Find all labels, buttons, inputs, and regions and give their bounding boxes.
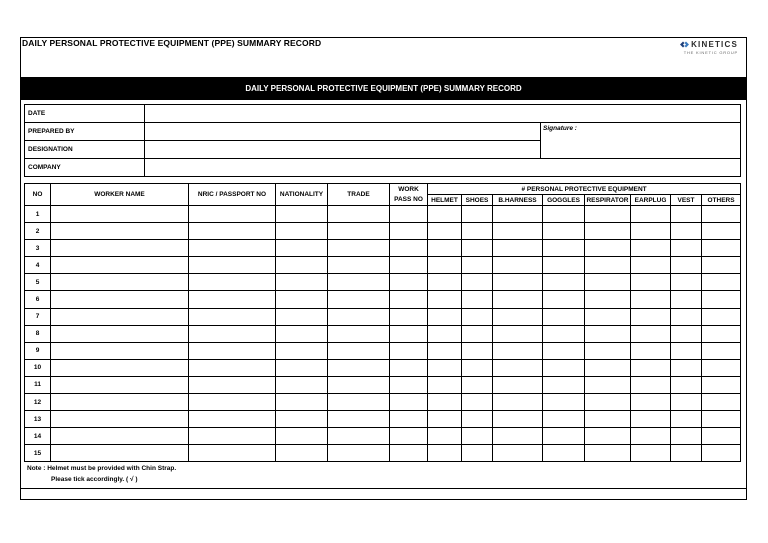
col-header-ppe-helmet: HELMET <box>428 195 462 206</box>
worker-name-cell[interactable] <box>51 394 189 411</box>
ppe-check-cell-shoes[interactable] <box>462 428 493 445</box>
ppe-check-cell-shoes[interactable] <box>462 291 493 308</box>
ppe-check-cell-goggles[interactable] <box>543 445 585 462</box>
work-pass-cell[interactable] <box>390 274 428 291</box>
row-number: 3 <box>25 240 51 257</box>
trade-cell[interactable] <box>328 411 390 428</box>
prepared-by-field[interactable] <box>145 123 541 141</box>
table-row <box>25 325 741 342</box>
nationality-cell[interactable] <box>276 445 328 462</box>
ppe-check-cell-earplug[interactable] <box>631 394 671 411</box>
ppe-check-cell-vest[interactable] <box>671 428 702 445</box>
nric-cell[interactable] <box>189 445 276 462</box>
worker-name-cell[interactable] <box>51 257 189 274</box>
table-row <box>25 428 741 445</box>
trade-cell[interactable] <box>328 257 390 274</box>
worker-name-cell[interactable] <box>51 240 189 257</box>
ppe-check-cell-vest[interactable] <box>671 325 702 342</box>
row-number: 10 <box>25 359 51 376</box>
ppe-check-cell-earplug[interactable] <box>631 342 671 359</box>
ppe-check-cell-bharness[interactable] <box>493 359 543 376</box>
ppe-check-cell-earplug[interactable] <box>631 445 671 462</box>
worker-name-cell[interactable] <box>51 291 189 308</box>
note <box>27 463 176 485</box>
ppe-check-cell-others[interactable] <box>702 445 741 462</box>
ppe-check-cell-bharness[interactable] <box>493 325 543 342</box>
col-header-ppe-others: OTHERS <box>702 195 741 206</box>
trade-cell[interactable] <box>328 428 390 445</box>
ppe-check-cell-shoes[interactable] <box>462 342 493 359</box>
ppe-check-cell-helmet[interactable] <box>428 359 462 376</box>
ppe-check-cell-others[interactable] <box>702 206 741 223</box>
ppe-check-cell-bharness[interactable] <box>493 376 543 393</box>
ppe-check-cell-shoes[interactable] <box>462 240 493 257</box>
col-header-ppe-earplug: EARPLUG <box>631 195 671 206</box>
table-row <box>25 308 741 325</box>
trade-cell[interactable] <box>328 206 390 223</box>
ppe-check-cell-shoes[interactable] <box>462 308 493 325</box>
worker-name-cell[interactable] <box>51 359 189 376</box>
designation-label: DESIGNATION <box>25 141 145 159</box>
prepared-by-label: PREPARED BY <box>25 123 145 141</box>
logo-text: KINETICS <box>691 40 738 49</box>
ppe-check-cell-helmet[interactable] <box>428 325 462 342</box>
nationality-cell[interactable] <box>276 291 328 308</box>
footer-divider <box>20 488 747 489</box>
ppe-check-cell-vest[interactable] <box>671 257 702 274</box>
col-header-ppe-bharness: B.HARNESS <box>493 195 543 206</box>
ppe-check-cell-bharness[interactable] <box>493 291 543 308</box>
ppe-check-cell-respirator[interactable] <box>585 445 631 462</box>
ppe-check-cell-helmet[interactable] <box>428 342 462 359</box>
ppe-check-cell-bharness[interactable] <box>493 342 543 359</box>
table-row <box>25 394 741 411</box>
nationality-cell[interactable] <box>276 223 328 240</box>
nric-cell[interactable] <box>189 274 276 291</box>
company-label: COMPANY <box>25 159 145 177</box>
ppe-check-cell-others[interactable] <box>702 274 741 291</box>
table-row <box>25 342 741 359</box>
worker-name-cell[interactable] <box>51 428 189 445</box>
ppe-check-cell-vest[interactable] <box>671 291 702 308</box>
ppe-check-cell-respirator[interactable] <box>585 325 631 342</box>
ppe-check-cell-helmet[interactable] <box>428 394 462 411</box>
nationality-cell[interactable] <box>276 342 328 359</box>
ppe-check-cell-goggles[interactable] <box>543 325 585 342</box>
note-line-2: Please tick accordingly. ( √ ) <box>51 476 138 483</box>
ppe-check-cell-shoes[interactable] <box>462 257 493 274</box>
ppe-check-cell-earplug[interactable] <box>631 308 671 325</box>
ppe-check-cell-vest[interactable] <box>671 394 702 411</box>
trade-cell[interactable] <box>328 223 390 240</box>
nric-cell[interactable] <box>189 376 276 393</box>
ppe-check-cell-earplug[interactable] <box>631 206 671 223</box>
nationality-cell[interactable] <box>276 376 328 393</box>
work-pass-cell[interactable] <box>390 342 428 359</box>
table-row <box>25 206 741 223</box>
ppe-check-cell-goggles[interactable] <box>543 274 585 291</box>
ppe-check-cell-vest[interactable] <box>671 308 702 325</box>
ppe-check-cell-shoes[interactable] <box>462 445 493 462</box>
nationality-cell[interactable] <box>276 428 328 445</box>
worker-name-cell[interactable] <box>51 342 189 359</box>
row-number: 2 <box>25 223 51 240</box>
work-pass-cell[interactable] <box>390 445 428 462</box>
ppe-check-cell-goggles[interactable] <box>543 411 585 428</box>
work-pass-cell[interactable] <box>390 325 428 342</box>
work-pass-cell[interactable] <box>390 291 428 308</box>
trade-cell[interactable] <box>328 308 390 325</box>
ppe-check-cell-others[interactable] <box>702 257 741 274</box>
signature-label: Signature : <box>543 125 577 132</box>
ppe-check-cell-bharness[interactable] <box>493 445 543 462</box>
ppe-check-cell-bharness[interactable] <box>493 240 543 257</box>
ppe-check-cell-others[interactable] <box>702 342 741 359</box>
trade-cell[interactable] <box>328 376 390 393</box>
ppe-check-cell-earplug[interactable] <box>631 428 671 445</box>
ppe-check-cell-others[interactable] <box>702 359 741 376</box>
work-pass-cell[interactable] <box>390 206 428 223</box>
ppe-check-cell-helmet[interactable] <box>428 445 462 462</box>
ppe-check-cell-goggles[interactable] <box>543 394 585 411</box>
nric-cell[interactable] <box>189 325 276 342</box>
table-row <box>25 240 741 257</box>
ppe-check-cell-others[interactable] <box>702 428 741 445</box>
trade-cell[interactable] <box>328 274 390 291</box>
work-pass-cell[interactable] <box>390 411 428 428</box>
nationality-cell[interactable] <box>276 240 328 257</box>
row-number: 8 <box>25 325 51 342</box>
ppe-check-cell-helmet[interactable] <box>428 223 462 240</box>
trade-cell[interactable] <box>328 394 390 411</box>
nric-cell[interactable] <box>189 342 276 359</box>
ppe-check-cell-respirator[interactable] <box>585 257 631 274</box>
ppe-check-cell-helmet[interactable] <box>428 274 462 291</box>
ppe-check-cell-shoes[interactable] <box>462 206 493 223</box>
ppe-check-cell-earplug[interactable] <box>631 257 671 274</box>
company-field[interactable] <box>145 159 741 177</box>
ppe-check-cell-respirator[interactable] <box>585 291 631 308</box>
worker-name-cell[interactable] <box>51 445 189 462</box>
ppe-check-cell-shoes[interactable] <box>462 223 493 240</box>
worker-name-cell[interactable] <box>51 308 189 325</box>
ppe-check-cell-bharness[interactable] <box>493 257 543 274</box>
ppe-check-cell-vest[interactable] <box>671 223 702 240</box>
row-number: 13 <box>25 411 51 428</box>
nationality-cell[interactable] <box>276 394 328 411</box>
ppe-check-cell-vest[interactable] <box>671 342 702 359</box>
ppe-check-cell-vest[interactable] <box>671 240 702 257</box>
col-header-ppe-shoes: SHOES <box>462 195 493 206</box>
ppe-check-cell-shoes[interactable] <box>462 359 493 376</box>
form-banner <box>21 77 746 100</box>
work-pass-cell[interactable] <box>390 376 428 393</box>
worker-name-cell[interactable] <box>51 206 189 223</box>
signature-field[interactable] <box>541 123 741 159</box>
ppe-check-cell-helmet[interactable] <box>428 411 462 428</box>
ppe-check-cell-helmet[interactable] <box>428 240 462 257</box>
ppe-check-cell-vest[interactable] <box>671 445 702 462</box>
ppe-check-cell-respirator[interactable] <box>585 394 631 411</box>
ppe-check-cell-goggles[interactable] <box>543 257 585 274</box>
date-label: DATE <box>25 105 145 123</box>
ppe-check-cell-others[interactable] <box>702 376 741 393</box>
ppe-group-header: # PERSONAL PROTECTIVE EQUIPMENT <box>428 184 741 195</box>
ppe-check-cell-goggles[interactable] <box>543 206 585 223</box>
nric-cell[interactable] <box>189 308 276 325</box>
ppe-check-cell-goggles[interactable] <box>543 308 585 325</box>
ppe-check-cell-bharness[interactable] <box>493 411 543 428</box>
nric-cell[interactable] <box>189 359 276 376</box>
ppe-check-cell-helmet[interactable] <box>428 206 462 223</box>
row-number: 6 <box>25 291 51 308</box>
work-pass-cell[interactable] <box>390 428 428 445</box>
ppe-check-cell-goggles[interactable] <box>543 376 585 393</box>
ppe-check-cell-helmet[interactable] <box>428 257 462 274</box>
col-header-trade: TRADE <box>328 184 390 206</box>
col-header-ppe-respirator: RESPIRATOR <box>586 196 629 204</box>
ppe-check-cell-vest[interactable] <box>671 411 702 428</box>
row-number: 7 <box>25 308 51 325</box>
table-row <box>25 411 741 428</box>
trade-cell[interactable] <box>328 445 390 462</box>
ppe-check-cell-goggles[interactable] <box>543 428 585 445</box>
ppe-check-cell-shoes[interactable] <box>462 394 493 411</box>
ppe-check-cell-helmet[interactable] <box>428 428 462 445</box>
row-number: 14 <box>25 428 51 445</box>
worker-name-cell[interactable] <box>51 325 189 342</box>
row-number: 11 <box>25 376 51 393</box>
col-header-work-pass-line2: PASS NO <box>390 195 428 206</box>
work-pass-cell[interactable] <box>390 223 428 240</box>
ppe-check-cell-shoes[interactable] <box>462 325 493 342</box>
table-row <box>25 223 741 240</box>
work-pass-cell[interactable] <box>390 257 428 274</box>
designation-field[interactable] <box>145 141 541 159</box>
ppe-table-body <box>25 206 741 462</box>
ppe-check-cell-others[interactable] <box>702 240 741 257</box>
ppe-table <box>24 183 741 462</box>
col-header-work-pass-line1: WORK <box>390 184 428 195</box>
ppe-check-cell-earplug[interactable] <box>631 359 671 376</box>
ppe-check-cell-earplug[interactable] <box>631 376 671 393</box>
ppe-check-cell-bharness[interactable] <box>493 308 543 325</box>
ppe-check-cell-goggles[interactable] <box>543 291 585 308</box>
nric-cell[interactable] <box>189 206 276 223</box>
ppe-check-cell-respirator[interactable] <box>585 308 631 325</box>
nric-cell[interactable] <box>189 411 276 428</box>
col-header-nric: NRIC / PASSPORT NO <box>189 184 276 206</box>
company-logo <box>680 40 738 55</box>
worker-name-cell[interactable] <box>51 274 189 291</box>
row-number: 15 <box>25 445 51 462</box>
ppe-check-cell-shoes[interactable] <box>462 411 493 428</box>
ppe-check-cell-earplug[interactable] <box>631 291 671 308</box>
ppe-check-cell-respirator[interactable] <box>585 376 631 393</box>
nationality-cell[interactable] <box>276 325 328 342</box>
table-row <box>25 274 741 291</box>
nric-cell[interactable] <box>189 223 276 240</box>
row-number: 9 <box>25 342 51 359</box>
logo-tagline: THE KINETIC GROUP <box>683 50 738 55</box>
ppe-check-cell-goggles[interactable] <box>543 359 585 376</box>
row-number: 5 <box>25 274 51 291</box>
ppe-check-cell-vest[interactable] <box>671 206 702 223</box>
ppe-check-cell-earplug[interactable] <box>631 240 671 257</box>
ppe-check-cell-respirator[interactable] <box>585 342 631 359</box>
ppe-check-cell-helmet[interactable] <box>428 376 462 393</box>
col-header-ppe-vest: VEST <box>671 195 702 206</box>
ppe-check-cell-respirator[interactable] <box>585 223 631 240</box>
ppe-check-cell-respirator[interactable] <box>585 359 631 376</box>
logo-mark-icon <box>680 41 689 48</box>
trade-cell[interactable] <box>328 359 390 376</box>
trade-cell[interactable] <box>328 240 390 257</box>
note-line-1: Note : Helmet must be provided with Chin Strap. <box>27 465 177 472</box>
ppe-check-cell-bharness[interactable] <box>493 428 543 445</box>
ppe-check-cell-goggles[interactable] <box>543 342 585 359</box>
nationality-cell[interactable] <box>276 411 328 428</box>
nationality-cell[interactable] <box>276 206 328 223</box>
nric-cell[interactable] <box>189 291 276 308</box>
ppe-check-cell-goggles[interactable] <box>543 223 585 240</box>
nric-cell[interactable] <box>189 257 276 274</box>
col-header-worker-name: WORKER NAME <box>51 184 189 206</box>
nationality-cell[interactable] <box>276 359 328 376</box>
worker-name-cell[interactable] <box>51 376 189 393</box>
trade-cell[interactable] <box>328 291 390 308</box>
nric-cell[interactable] <box>189 428 276 445</box>
ppe-check-cell-respirator[interactable] <box>585 206 631 223</box>
ppe-check-cell-bharness[interactable] <box>493 394 543 411</box>
work-pass-cell[interactable] <box>390 359 428 376</box>
ppe-check-cell-helmet[interactable] <box>428 291 462 308</box>
ppe-check-cell-respirator[interactable] <box>585 240 631 257</box>
date-field[interactable] <box>145 105 741 123</box>
ppe-check-cell-vest[interactable] <box>671 359 702 376</box>
ppe-check-cell-shoes[interactable] <box>462 376 493 393</box>
ppe-check-cell-others[interactable] <box>702 223 741 240</box>
table-row <box>25 445 741 462</box>
ppe-check-cell-shoes[interactable] <box>462 274 493 291</box>
ppe-check-cell-vest[interactable] <box>671 376 702 393</box>
ppe-check-cell-bharness[interactable] <box>493 206 543 223</box>
nric-cell[interactable] <box>189 240 276 257</box>
ppe-check-cell-respirator[interactable] <box>585 274 631 291</box>
work-pass-cell[interactable] <box>390 308 428 325</box>
worker-name-cell[interactable] <box>51 411 189 428</box>
nationality-cell[interactable] <box>276 308 328 325</box>
table-row <box>25 359 741 376</box>
ppe-check-cell-others[interactable] <box>702 394 741 411</box>
work-pass-cell[interactable] <box>390 394 428 411</box>
table-row <box>25 257 741 274</box>
trade-cell[interactable] <box>328 325 390 342</box>
info-table <box>24 104 741 177</box>
row-number: 12 <box>25 394 51 411</box>
trade-cell[interactable] <box>328 342 390 359</box>
col-header-nationality: NATIONALITY <box>276 184 328 206</box>
ppe-check-cell-vest[interactable] <box>671 274 702 291</box>
ppe-check-cell-others[interactable] <box>702 308 741 325</box>
ppe-check-cell-earplug[interactable] <box>631 274 671 291</box>
ppe-check-cell-bharness[interactable] <box>493 274 543 291</box>
row-number: 1 <box>25 206 51 223</box>
nationality-cell[interactable] <box>276 274 328 291</box>
worker-name-cell[interactable] <box>51 223 189 240</box>
ppe-check-cell-bharness[interactable] <box>493 223 543 240</box>
nric-cell[interactable] <box>189 394 276 411</box>
ppe-check-cell-earplug[interactable] <box>631 223 671 240</box>
col-header-ppe-goggles: GOGGLES <box>543 195 585 206</box>
document-title: DAILY PERSONAL PROTECTIVE EQUIPMENT (PPE) SUMMARY RECORD <box>22 38 322 48</box>
work-pass-cell[interactable] <box>390 240 428 257</box>
ppe-check-cell-others[interactable] <box>702 325 741 342</box>
table-row <box>25 291 741 308</box>
ppe-check-cell-respirator[interactable] <box>585 428 631 445</box>
ppe-check-cell-earplug[interactable] <box>631 411 671 428</box>
row-number: 4 <box>25 257 51 274</box>
banner-title: DAILY PERSONAL PROTECTIVE EQUIPMENT (PPE) SUMMARY RECORD <box>245 84 522 93</box>
ppe-check-cell-others[interactable] <box>702 411 741 428</box>
ppe-check-cell-others[interactable] <box>702 291 741 308</box>
ppe-check-cell-earplug[interactable] <box>631 325 671 342</box>
nationality-cell[interactable] <box>276 257 328 274</box>
col-header-no: NO <box>25 184 51 206</box>
ppe-check-cell-helmet[interactable] <box>428 308 462 325</box>
ppe-check-cell-respirator[interactable] <box>585 411 631 428</box>
ppe-check-cell-goggles[interactable] <box>543 240 585 257</box>
table-row <box>25 376 741 393</box>
